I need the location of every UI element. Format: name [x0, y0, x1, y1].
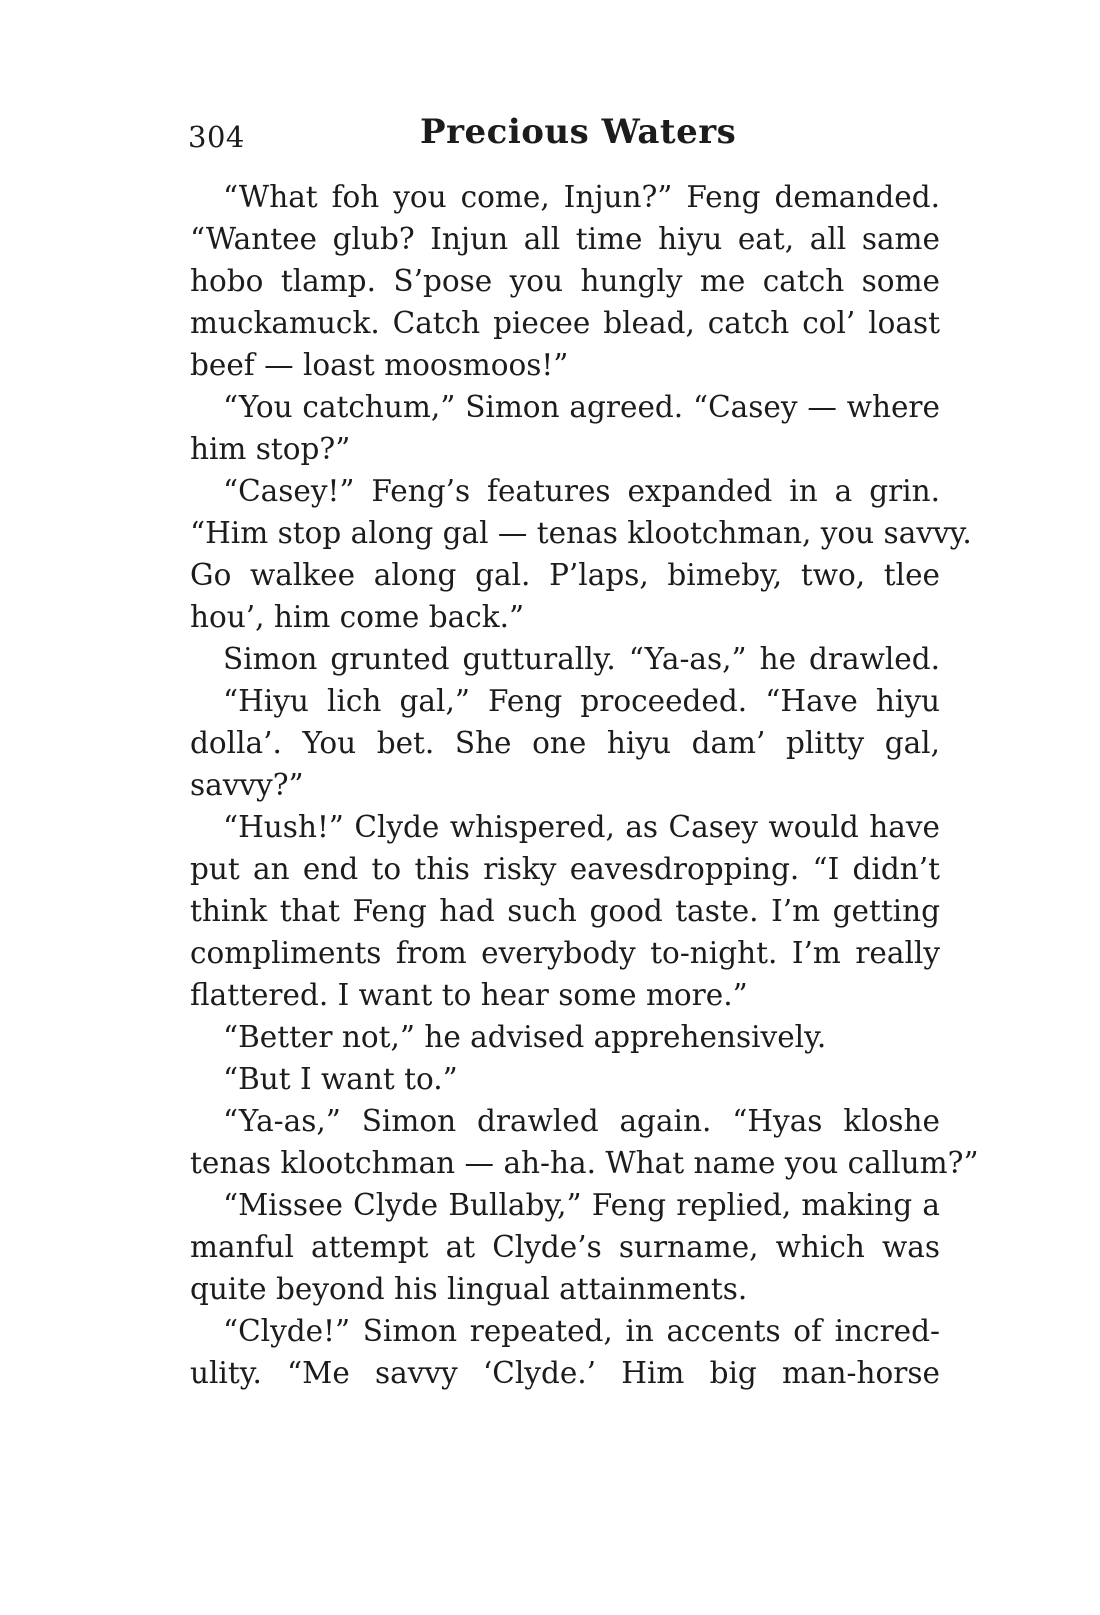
text-line: Go walkee along gal. P’laps, bimeby, two, tlee: [190, 558, 940, 592]
text-line: put an end to this risky eavesdropping. “I didn’t: [190, 852, 940, 886]
text-line: “Him stop along gal — tenas klootchman, you savvy.: [190, 516, 972, 550]
text-line: dolla’. You bet. She one hiyu dam’ plitty gal,: [190, 726, 940, 760]
text-line: muckamuck. Catch piecee blead, catch col’ loast: [190, 306, 940, 340]
text-line: hobo tlamp. S’pose you hungly me catch some: [190, 264, 940, 298]
text-line: hou’, him come back.”: [190, 600, 525, 634]
running-title: Precious Waters: [420, 112, 737, 152]
page-header: [188, 112, 948, 162]
text-line: “You catchum,” Simon agreed. “Casey — where: [223, 390, 940, 424]
text-line: “Hiyu lich gal,” Feng proceeded. “Have hiyu: [223, 684, 940, 718]
text-line: think that Feng had such good taste. I’m getting: [190, 894, 940, 928]
text-line: “What foh you come, Injun?” Feng demanded.: [223, 180, 940, 214]
text-line: “Clyde!” Simon repeated, in accents of incred-: [223, 1314, 940, 1348]
text-line: beef — loast moosmoos!”: [190, 348, 569, 382]
text-line: ulity. “Me savvy ‘Clyde.’ Him big man-horse: [190, 1356, 940, 1390]
text-line: savvy?”: [190, 768, 304, 802]
text-line: “But I want to.”: [223, 1062, 458, 1096]
text-line: manful attempt at Clyde’s surname, which was: [190, 1230, 940, 1264]
text-line: tenas klootchman — ah-ha. What name you callum?”: [190, 1146, 979, 1180]
text-line: Simon grunted gutturally. “Ya-as,” he drawled.: [223, 642, 940, 676]
text-line: him stop?”: [190, 432, 351, 466]
text-line: “Ya-as,” Simon drawled again. “Hyas kloshe: [223, 1104, 940, 1138]
text-line: “Wantee glub? Injun all time hiyu eat, all same: [190, 222, 940, 256]
text-line: flattered. I want to hear some more.”: [190, 978, 748, 1012]
text-line: “Casey!” Feng’s features expanded in a grin.: [223, 474, 940, 508]
text-line: “Better not,” he advised apprehensively.: [223, 1020, 827, 1054]
text-line: compliments from everybody to-night. I’m really: [190, 936, 940, 970]
page-number: 304: [188, 120, 245, 154]
text-line: “Missee Clyde Bullaby,” Feng replied, making a: [223, 1188, 940, 1222]
body-text: [190, 176, 979, 1394]
text-line: quite beyond his lingual attainments.: [190, 1272, 748, 1306]
text-line: “Hush!” Clyde whispered, as Casey would have: [223, 810, 940, 844]
